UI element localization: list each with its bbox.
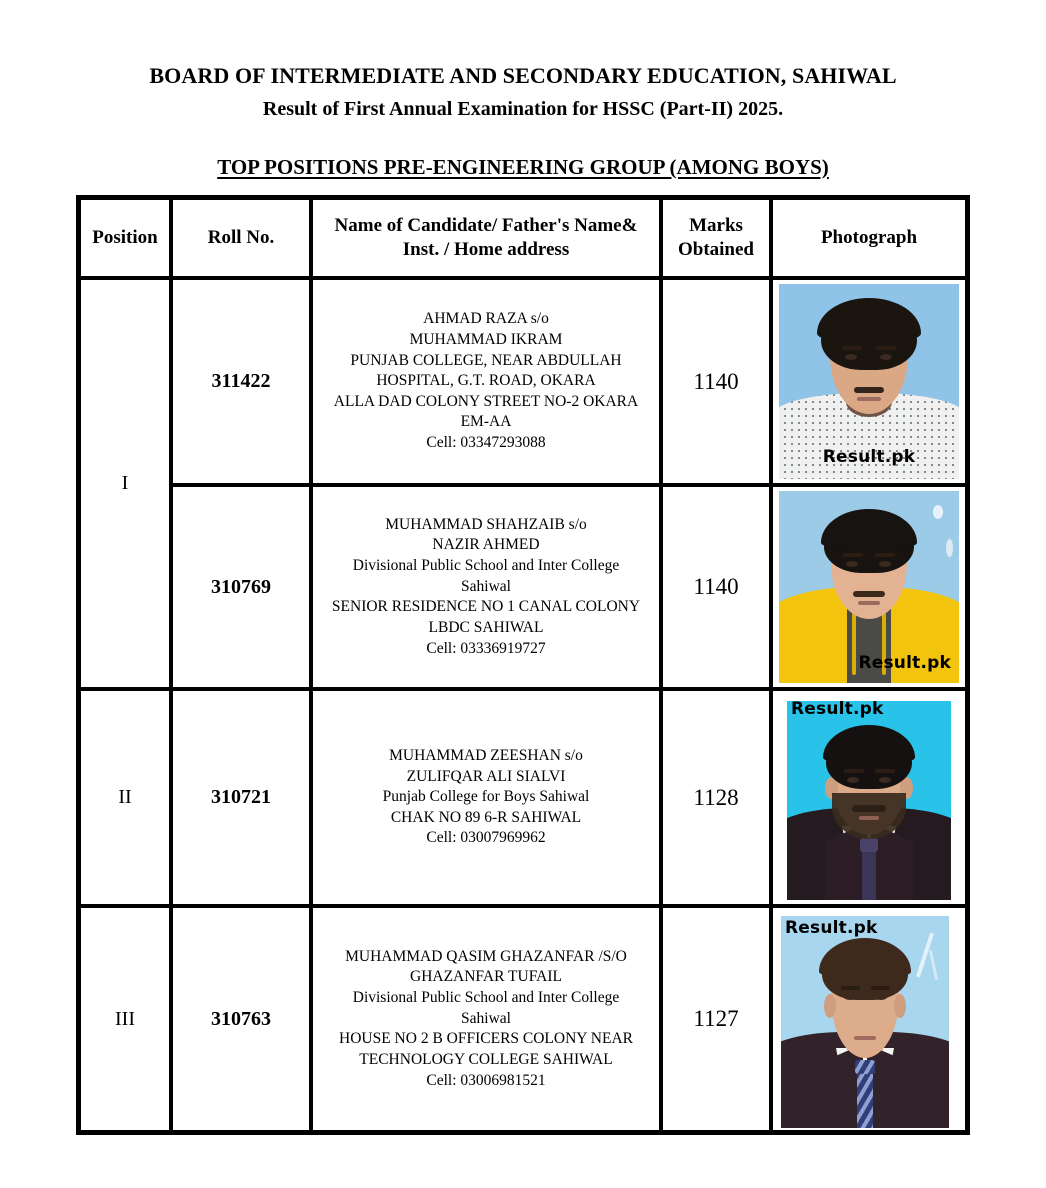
cell-marks-obtained: 1128 (661, 689, 771, 906)
candidate-photo (773, 691, 965, 904)
group-title: TOP POSITIONS PRE-ENGINEERING GROUP (AMONG BOYS) (217, 154, 829, 179)
result-subtitle: Result of First Annual Examination for HSSC (Part-II) 2025. (262, 97, 784, 120)
institution-line1: Divisional Public School and Inter College (352, 989, 620, 1007)
candidate-photo (773, 908, 965, 1130)
father-name: NAZIR AHMED (432, 536, 540, 554)
institution-line2: Sahiwal (461, 577, 511, 595)
home-address-line2: TECHNOLOGY COLLEGE SAHIWAL (359, 1050, 613, 1068)
column-header-photograph: Photograph (771, 198, 967, 278)
cell-marks-obtained: 1140 (661, 485, 771, 689)
column-header-name-line2: Inst. / Home address (402, 239, 570, 260)
document-header (0, 0, 1046, 180)
cell-photograph (771, 278, 967, 485)
table-row (79, 689, 967, 906)
column-header-name (311, 198, 661, 278)
cell-number: Cell: 03336919727 (426, 639, 546, 657)
column-header-marks-line2: Obtained (677, 239, 755, 260)
column-header-position: Position (79, 198, 171, 278)
results-table-container (76, 195, 968, 1135)
photo-watermark: Result.pk (858, 653, 951, 673)
cell-candidate-details (311, 906, 661, 1132)
photo-watermark: Result.pk (822, 447, 916, 467)
column-header-roll-no: Roll No. (171, 198, 311, 278)
institution-line1: Punjab College for Boys Sahiwal (382, 788, 590, 806)
table-header-row (79, 198, 967, 278)
candidate-photo (773, 487, 965, 687)
cell-photograph (771, 689, 967, 906)
cell-photograph (771, 485, 967, 689)
table-row (79, 906, 967, 1132)
home-address-line1: SENIOR RESIDENCE NO 1 CANAL COLONY (331, 598, 641, 616)
home-address-line1: HOUSE NO 2 B OFFICERS COLONY NEAR (339, 1030, 633, 1048)
cell-roll-no: 310763 (171, 906, 311, 1132)
cell-position: III (79, 906, 171, 1132)
candidate-name: MUHAMMAD SHAHZAIB s/o (385, 515, 587, 533)
candidate-name: AHMAD RAZA s/o (423, 310, 549, 328)
institution-line1: Divisional Public School and Inter College (352, 557, 620, 575)
father-name: MUHAMMAD IKRAM (409, 330, 563, 348)
table-row (79, 278, 967, 485)
photo-watermark: Result.pk (791, 699, 884, 719)
cell-number: Cell: 03007969962 (426, 829, 546, 847)
board-title: BOARD OF INTERMEDIATE AND SECONDARY EDUCATION, SAHIWAL (149, 63, 897, 88)
home-address-line2: EM-AA (460, 413, 512, 431)
institution-line1: PUNJAB COLLEGE, NEAR ABDULLAH (350, 351, 622, 369)
institution-line2: Sahiwal (461, 1009, 511, 1027)
cell-roll-no: 311422 (171, 278, 311, 485)
cell-number: Cell: 03006981521 (426, 1071, 546, 1089)
home-address-line1: ALLA DAD COLONY STREET NO-2 OKARA (333, 392, 639, 410)
cell-position: I (79, 278, 171, 689)
cell-candidate-details (311, 485, 661, 689)
institution-line2: HOSPITAL, G.T. ROAD, OKARA (376, 372, 596, 390)
table-row (79, 485, 967, 689)
cell-candidate-details (311, 689, 661, 906)
cell-position: II (79, 689, 171, 906)
cell-roll-no: 310769 (171, 485, 311, 689)
cell-candidate-details (311, 278, 661, 485)
home-address-line1: CHAK NO 89 6-R SAHIWAL (390, 808, 582, 826)
cell-roll-no: 310721 (171, 689, 311, 906)
father-name: GHAZANFAR TUFAIL (410, 968, 562, 986)
photo-watermark: Result.pk (785, 918, 878, 938)
column-header-marks-line1: Marks (689, 215, 743, 237)
column-header-name-line1: Name of Candidate/ Father's Name& (334, 215, 638, 237)
candidate-name: MUHAMMAD QASIM GHAZANFAR /S/O (345, 947, 627, 965)
candidate-name: MUHAMMAD ZEESHAN s/o (389, 746, 583, 764)
cell-photograph (771, 906, 967, 1132)
column-header-marks (661, 198, 771, 278)
top-positions-table (76, 195, 970, 1135)
cell-number: Cell: 03347293088 (426, 434, 546, 452)
cell-marks-obtained: 1127 (661, 906, 771, 1132)
cell-marks-obtained: 1140 (661, 278, 771, 485)
father-name: ZULIFQAR ALI SIALVI (406, 767, 566, 785)
candidate-photo (773, 280, 965, 483)
home-address-line2: LBDC SAHIWAL (428, 618, 544, 636)
